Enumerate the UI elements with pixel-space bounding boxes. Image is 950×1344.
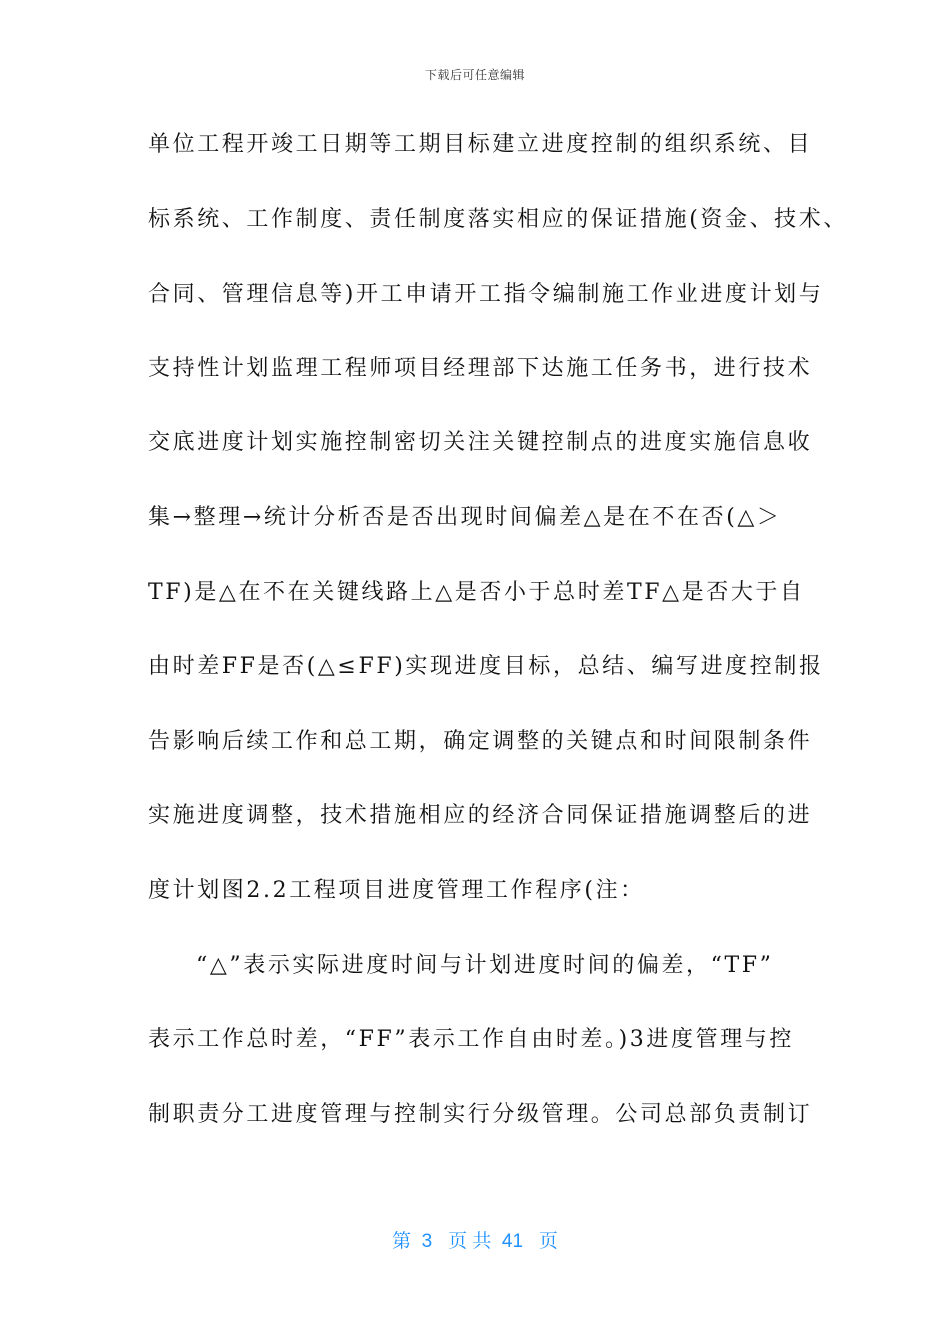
text-line: 标系统、工作制度、责任制度落实相应的保证措施(资金、技术、 xyxy=(148,207,848,232)
text-line: 制职责分工进度管理与控制实行分级管理。公司总部负责制订 xyxy=(148,1102,813,1127)
text-line: 交底进度计划实施控制密切关注关键控制点的进度实施信息收 xyxy=(148,430,813,455)
text-line: 集→整理→统计分析否是否出现时间偏差△是在不在否(△＞ xyxy=(148,505,782,530)
page-number-footer: 第 3 页 共 41 页 xyxy=(392,1231,558,1252)
text-line: 告影响后续工作和总工期，确定调整的关键点和时间限制条件 xyxy=(148,729,813,754)
text-line: 单位工程开竣工日期等工期目标建立进度控制的组织系统、目 xyxy=(148,132,813,157)
text-line: 表示工作总时差，“FF”表示工作自由时差。)3进度管理与控 xyxy=(148,1027,795,1052)
text-line: 实施进度调整，技术措施相应的经济合同保证措施调整后的进 xyxy=(148,803,813,828)
text-line: 由时差FF是否(△≤FF)实现进度目标，总结、编写进度控制报 xyxy=(148,654,824,679)
text-line: 支持性计划监理工程师项目经理部下达施工任务书，进行技术 xyxy=(148,356,813,381)
text-line: 度计划图2.2工程项目进度管理工作程序(注： xyxy=(148,878,645,903)
page-header: 下载后可任意编辑 xyxy=(424,68,525,82)
text-line: 合同、管理信息等)开工申请开工指令编制施工作业进度计划与 xyxy=(148,282,824,307)
text-line: TF)是△在不在关键线路上△是否小于总时差TF△是否大于自 xyxy=(148,580,805,605)
text-line: “△”表示实际进度时间与计划进度时间的偏差，“TF” xyxy=(196,953,774,978)
